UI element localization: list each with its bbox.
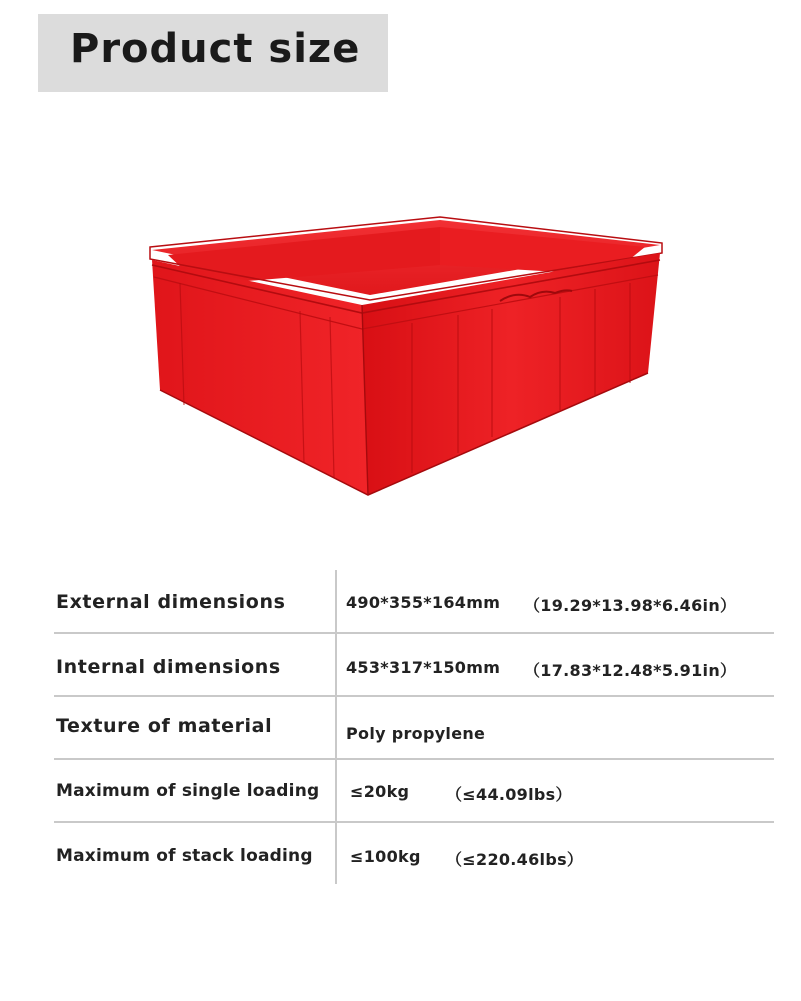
spec-label: External dimensions — [56, 591, 286, 613]
spec-row-single-loading — [54, 760, 774, 822]
spec-metric-value: 490*355*164mm — [346, 593, 501, 612]
spec-label: Internal dimensions — [56, 656, 281, 678]
page-title: Product size — [70, 26, 361, 72]
spec-imperial-value: （≤220.46lbs） — [446, 850, 584, 869]
spec-label: Maximum of stack loading — [56, 846, 313, 866]
spec-row-stack-loading — [54, 823, 774, 885]
spec-imperial-value: （17.83*12.48*5.91in） — [524, 661, 737, 680]
plastic-crate-image — [140, 205, 680, 515]
spec-metric-value: Poly propylene — [346, 724, 486, 743]
spec-metric-value: 453*317*150mm — [346, 658, 501, 677]
spec-label: Maximum of single loading — [56, 781, 320, 801]
spec-row-internal-dimensions — [54, 634, 774, 696]
spec-row-material — [54, 697, 774, 757]
spec-row-external-dimensions — [54, 570, 774, 632]
title-banner — [38, 14, 388, 92]
spec-label: Texture of material — [56, 715, 273, 737]
spec-imperial-value: （19.29*13.98*6.46in） — [524, 596, 737, 615]
spec-metric-value: ≤100kg — [350, 847, 421, 866]
spec-imperial-value: （≤44.09lbs） — [446, 785, 572, 804]
spec-metric-value: ≤20kg — [350, 782, 410, 801]
